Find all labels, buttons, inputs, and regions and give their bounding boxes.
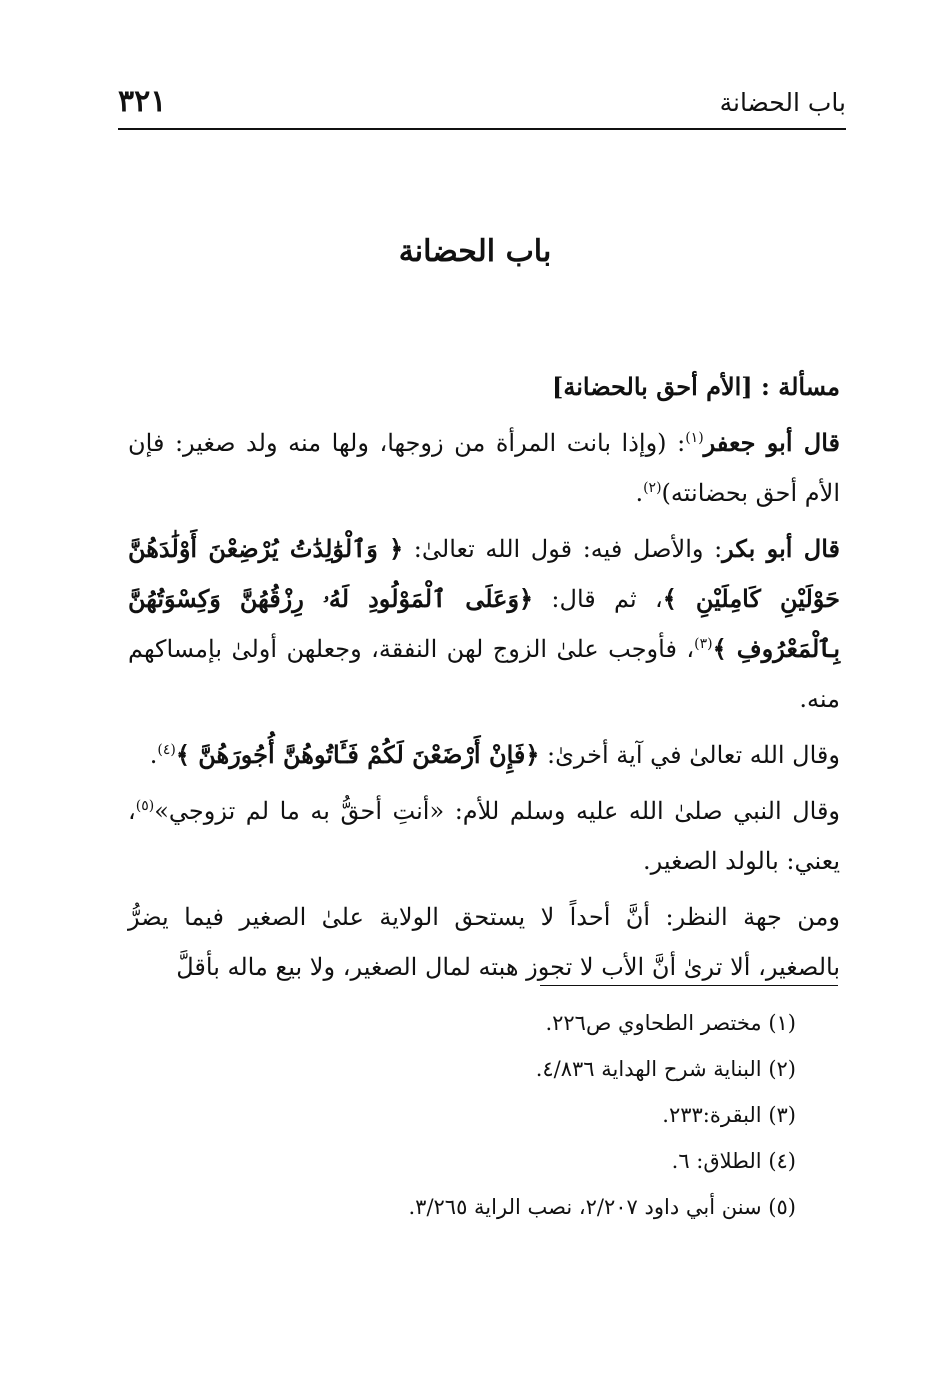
footnote: (٢) البناية شرح الهداية ٤/٨٣٦. (535, 1057, 796, 1081)
paragraph-text: : (وإذا بانت المرأة من زوجها، ولها منه ولد صغير: فإن الأم أحق بحضانته) (128, 429, 840, 507)
footnote: (١) مختصر الطحاوي ص٢٢٦. (545, 1011, 796, 1035)
paragraph-text: ، فأوجب علىٰ الزوج لهن النفقة، وجعلهن أولىٰ بإمساكهم منه. (128, 635, 840, 713)
paragraph-text: : والأصل فيه: قول الله تعالىٰ: (403, 535, 723, 563)
paragraph (128, 524, 840, 724)
footnote-ref: (٥) (135, 798, 155, 814)
issue-title: [الأم أحق بالحضانة] (552, 372, 753, 401)
paragraph-text: ومن جهة النظر: أنَّ أحداً لا يستحق الولاية علىٰ الصغير فيما يضرُّ بالصغير، ألا ترىٰ أنَّ الأب لا تجوز هبته لمال الصغير، ولا بيع ماله بأقلَّ (128, 903, 840, 981)
page-header (118, 82, 846, 130)
footnote-ref: (١) (685, 430, 704, 446)
chapter-title: باب الحضانة (398, 234, 552, 269)
paragraph (128, 418, 840, 518)
running-title: باب الحضانة (719, 88, 846, 117)
paragraph-text: وقال الله تعالىٰ في آية أخرىٰ: (539, 741, 840, 769)
footnote: (٤) الطلاق: ٦. (671, 1149, 796, 1173)
footnote-ref: (٢) (643, 480, 662, 496)
paragraph (128, 730, 840, 780)
footnote: (٥) سنن أبي داود ٢/٢٠٧، نصب الراية ٣/٢٦٥. (408, 1195, 796, 1219)
footnote-divider (540, 985, 838, 986)
paragraph (128, 892, 840, 992)
speaker: قال أبو جعفر (703, 428, 840, 457)
speaker: قال أبو بكر (722, 534, 840, 563)
footnotes (300, 1000, 796, 1230)
quran-verse: ﴿ وَٱلْوَٰلِدَٰتُ يُرْضِعْنَ أَوْلَٰدَهُنَّ حَوْلَيْنِ كَامِلَيْنِ ﴾ (128, 534, 841, 613)
paragraph-text: . (149, 741, 158, 769)
quran-verse: ﴿وَعَلَى ٱلْمَوْلُودِ لَهُۥ رِزْقُهُنَّ وَكِسْوَتُهُنَّ بِٱلْمَعْرُوفِ ﴾ (128, 584, 841, 663)
paragraph-text: ، يعني: بالولد الصغير. (128, 797, 840, 875)
quran-verse: ﴿فَإِنْ أَرْضَعْنَ لَكُمْ فَـَٔاتُوهُنَّ أُجُورَهُنَّ ﴾ (175, 740, 540, 769)
paragraph-text: . (635, 479, 644, 507)
footnote-ref: (٣) (694, 636, 713, 652)
paragraph-text: وقال النبي صلىٰ الله عليه وسلم للأم: «أنتِ أحقُّ به ما لم تزوجي» (154, 797, 840, 825)
page-number: ٣٢١ (118, 84, 167, 119)
footnote-ref: (٤) (157, 742, 176, 758)
paragraph-text: ، ثم قال: (533, 585, 663, 613)
footnote: (٣) البقرة:٢٣٣. (662, 1103, 796, 1127)
main-text (128, 362, 840, 998)
issue-heading (128, 362, 840, 412)
paragraph (128, 786, 840, 886)
issue-label: مسألة : (761, 372, 840, 401)
